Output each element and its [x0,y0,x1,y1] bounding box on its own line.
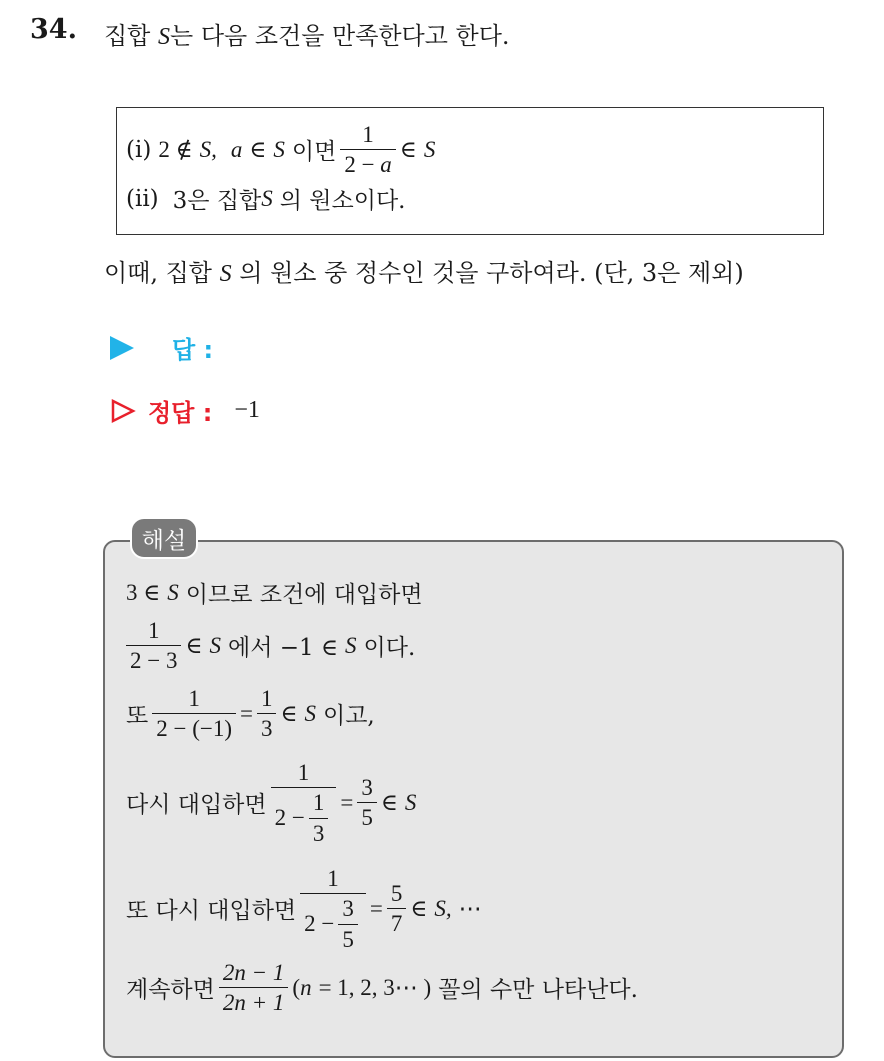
set-variable: S [423,136,436,162]
correct-answer-value: −1 [234,397,260,423]
set-variable: S [209,632,222,658]
question-text-prefix: 집합 [104,22,151,50]
set-variable: S [261,185,273,211]
fraction-numerator: 1 [327,866,339,891]
variable-a: a [380,152,392,178]
solution-text: = 1, 2, 3⋯ ) [318,974,432,1000]
fraction [340,122,395,178]
set-variable: S [304,700,316,726]
condition-2-label: (ii) [126,185,159,212]
condition-2 [126,182,406,215]
fraction-denominator [340,149,395,177]
fraction-denominator: 2n + 1 [219,987,289,1015]
element-of-symbol: ∈ [185,632,203,658]
solution-line-1 [126,576,423,609]
answer-row [110,330,213,365]
prompt-text: 의 원소 중 정수인 것을 구하여라. (단, 3은 제외) [239,259,744,287]
variable-a: a [230,136,243,162]
solution-text: 이므로 조건에 대입하면 [185,582,423,608]
set-variable: S, [199,136,217,162]
solution-line-2 [126,618,415,674]
fraction-denominator: 3 [309,818,329,846]
solution-line-4 [126,760,416,846]
set-variable: S [404,789,417,815]
element-of-symbol: ∈ [399,136,417,162]
fraction [271,760,337,846]
fraction [387,881,407,937]
solution-text: ( [292,974,301,1000]
fraction [257,686,277,742]
solution-text: 3 ∈ [126,579,161,605]
condition-1 [126,122,435,178]
element-of-symbol: ∈ [280,700,298,726]
fraction [357,775,377,831]
nested-fraction [309,790,329,846]
fraction-denominator [271,787,337,846]
correct-answer-label: 정답 : [148,399,213,427]
set-variable: S [273,136,285,162]
condition-1-text: 2 ∉ [158,136,193,162]
element-of-symbol: ∈ [249,136,267,162]
solution-text: 에서 −1 ∈ [228,635,339,662]
question-text [104,16,510,51]
solution-tab: 해설 [130,517,198,559]
prompt-text: 이때, 집합 [104,259,212,287]
solution-text: 이고, [323,703,375,730]
set-variable: S [345,632,357,658]
outline-play-icon [110,398,136,424]
fraction-numerator: 1 [312,790,325,816]
equals-sign: = [369,895,383,921]
condition-1-text: 이면 [291,139,337,166]
fraction [300,866,366,952]
correct-answer-row [110,393,260,428]
question-prompt [104,253,744,288]
set-variable: S [219,261,232,287]
fraction [126,618,181,674]
condition-2-text: 의 원소이다. [279,188,406,214]
fraction-denominator: 3 [257,713,277,741]
fraction-numerator: 1 [362,122,374,147]
answer-label: 답 : [172,336,214,364]
solution-text: 또 다시 대입하면 [126,898,297,925]
fraction-numerator: 1 [147,618,160,643]
fraction-denominator: 2 − 3 [126,645,181,673]
condition-2-text: 3은 집합 [172,188,262,214]
fraction-denominator: 5 [357,802,377,830]
condition-box [116,107,824,235]
fraction-denominator [300,893,366,952]
question-text-suffix: 는 다음 조건을 만족한다고 한다. [170,22,510,50]
element-of-symbol: ∈ [410,895,428,921]
equals-sign: = [340,789,354,815]
equals-sign: = [239,700,253,726]
fraction [219,960,289,1016]
solution-text: 계속하면 [126,977,215,1004]
fraction-numerator: 1 [188,686,200,711]
denominator-text: 2 − [304,911,335,937]
solution-text: 다시 대입하면 [126,792,267,819]
solution-text: 또 [126,703,149,730]
set-variable: S [158,24,171,50]
nested-fraction [338,896,358,952]
variable-n: n [300,974,312,1000]
fraction-denominator: 5 [338,924,358,952]
denominator-text: 2 − [344,152,375,178]
fraction-numerator: 3 [342,896,354,922]
condition-1-label: (i) [126,136,152,163]
solution-text: 이다. [363,635,416,662]
solution-text: 꼴의 수만 나타난다. [438,977,638,1004]
ellipsis: ⋯ [458,895,482,921]
denominator-text: 2 − [274,805,305,831]
fraction [152,686,236,742]
fraction-numerator: 1 [297,760,310,785]
fraction-numerator: 3 [361,775,373,801]
set-variable: S [167,579,179,605]
solution-line-5 [126,866,482,952]
solution-line-3 [126,686,375,742]
fraction-numerator: 1 [260,686,273,711]
solution-line-6 [126,960,638,1016]
fraction-numerator: 2n − 1 [222,960,285,985]
set-variable: S, [434,895,452,921]
fraction-denominator: 7 [387,908,407,936]
question-number: 34. [30,14,77,45]
element-of-symbol: ∈ [380,789,398,815]
filled-play-icon [110,336,134,360]
fraction-denominator: 2 − (−1) [152,713,236,741]
fraction-numerator: 5 [390,881,403,907]
